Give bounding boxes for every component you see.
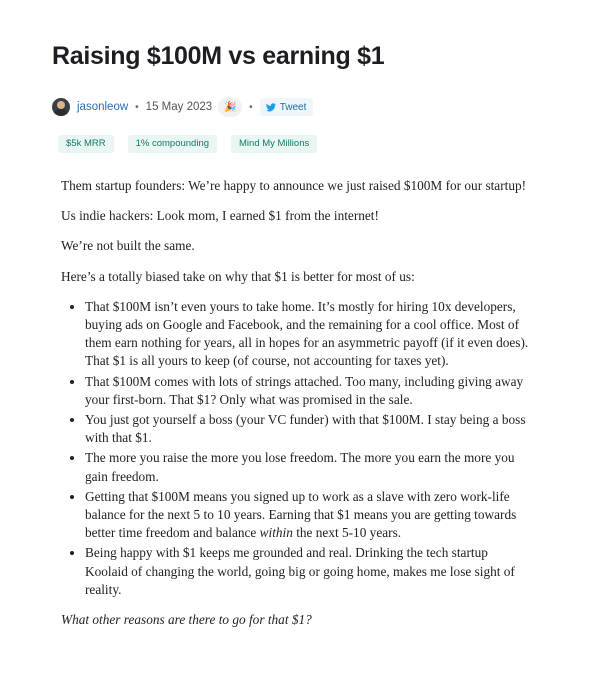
meta-separator: • [249, 101, 253, 113]
party-popper-icon[interactable]: 🎉 [218, 97, 242, 117]
post-body [61, 177, 529, 641]
paragraph-not-same: We’re not built the same. [61, 238, 195, 254]
list-item: • The more you raise the more you lose freedom. The more you earn the more you gain freedom. [85, 449, 529, 485]
list-item: • Being happy with $1 keeps me grounded and real. Drinking the tech startup Koolaid of changing the world, going big or going home, makes me lose sight of reality. [85, 544, 529, 599]
bullet-text: the next 5-10 years. [292, 525, 402, 541]
tag-5k-mrr[interactable]: $5k MRR [58, 135, 114, 153]
avatar-body-shape [54, 109, 68, 116]
tag-1-percent-compounding[interactable]: 1% compounding [128, 135, 217, 153]
list-item: • That $100M isn’t even yours to take home. It’s mostly for hiring 10x developers, buying ads on Google and Facebook, and the remaining for a cool office. Most of them earn nothing for years, all in hopes for an asymmetric payoff (if it even does). That $1 is all yours to keep (of course, not accounting for taxes yet). [85, 298, 529, 371]
post-date: 15 May 2023 [145, 101, 213, 113]
bullet-emphasis: within [259, 525, 293, 541]
paragraph-biased-take: Here’s a totally biased take on why that $1 is better for most of us: [61, 268, 415, 284]
tag-list [58, 135, 317, 153]
tweet-button[interactable] [260, 98, 314, 116]
twitter-bird-icon [266, 103, 276, 112]
meta-separator: • [135, 101, 139, 113]
author-link[interactable]: jasonleow [77, 101, 129, 113]
bullet-text: Getting that $100M means you signed up to work as a slave with zero work-life balance for the next 5 to 10 years. Earning that $1 means you are getting towards better time freedom and balance [85, 488, 517, 541]
post-title: Raising $100M vs earning $1 [52, 42, 385, 70]
list-item: • You just got yourself a boss (your VC funder) with that $100M. I stay being a boss with that $1. [85, 411, 529, 447]
list-item: • That $100M comes with lots of strings attached. Too many, including giving away your first-born. That $1? Only what was promised in the sale. [85, 373, 529, 409]
list-item [85, 488, 529, 543]
avatar-head-shape [57, 101, 65, 109]
tweet-label: Tweet [279, 101, 307, 113]
reasons-list [61, 298, 529, 599]
tag-mind-my-millions[interactable]: Mind My Millions [231, 135, 317, 153]
closing-question: What other reasons are there to go for that $1? [61, 612, 312, 628]
paragraph-indie-hackers: Us indie hackers: Look mom, I earned $1 from the internet! [61, 208, 379, 224]
author-avatar[interactable] [52, 98, 70, 116]
paragraph-founders: Them startup founders: We’re happy to announce we just raised $100M for our startup! [61, 178, 527, 193]
post-meta [52, 96, 313, 118]
